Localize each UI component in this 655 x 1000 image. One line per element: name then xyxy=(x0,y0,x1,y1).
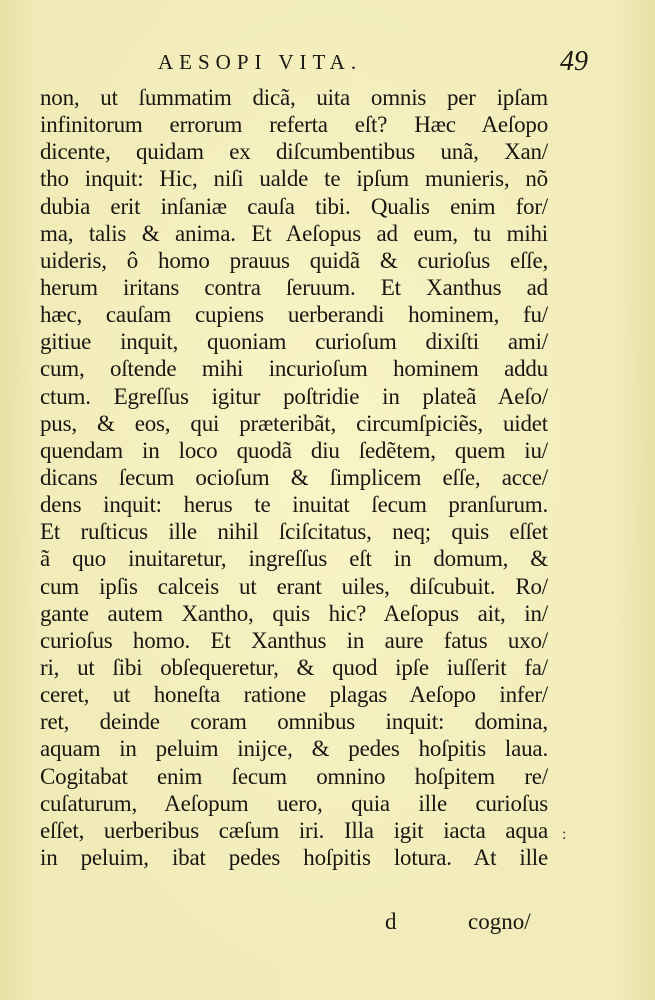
text-line: Et ruſticus ille nihil ſciſcitatus, neq; quis eſſet xyxy=(40,519,548,545)
text-line: infinitorum errorum referta eſt? Hæc Aeſopo xyxy=(40,112,548,138)
text-line: tho inquit: Hic, niſi ualde te ipſum munieris, nõ xyxy=(40,166,548,192)
text-line: ceret, ut honeſta ratione plagas Aeſopo infer/ xyxy=(40,682,548,708)
text-line: curioſus homo. Et Xanthus in aure fatus uxo/ xyxy=(40,627,548,653)
text-line: pus, & eos, qui præteribãt, circumſpiciẽs, uidet xyxy=(40,410,548,436)
text-line: dicente, quidam ex diſcumbentibus unã, Xan/ xyxy=(40,139,548,165)
text-line: ma, talis & anima. Et Aeſopus ad eum, tu mihi xyxy=(40,220,548,246)
page-header xyxy=(158,46,588,80)
text-line: quendam in loco quodã diu ſedẽtem, quem iu/ xyxy=(40,437,548,463)
text-line: ri, ut ſibi obſequeretur, & quod ipſe iuſſerit fa/ xyxy=(40,654,548,680)
text-line: cum, oſtende mihi incurioſum hominem addu xyxy=(40,356,548,382)
text-line: herum iritans contra ſeruum. Et Xanthus ad xyxy=(40,274,548,300)
text-line: gante autem Xantho, quis hic? Aeſopus ait, in/ xyxy=(40,600,548,626)
page-footer xyxy=(0,909,655,939)
text-line: hæc, cauſam cupiens uerberandi hominem, fu/ xyxy=(40,302,548,328)
text-line: aquam in peluim inijce, & pedes hoſpitis laua. xyxy=(40,736,548,762)
text-line: cum ipſis calceis ut erant uiles, diſcubuit. Ro/ xyxy=(40,573,548,599)
text-line: non, ut ſummatim dicã, uita omnis per ipſam xyxy=(40,85,548,110)
text-line: ctum. Egreſſus igitur poſtridie in plateã Aeſo/ xyxy=(40,383,548,409)
running-title: AESOPI VITA. xyxy=(158,50,363,74)
text-line: eſſet, uerberibus cæſum iri. Illa igit iacta aqua xyxy=(40,817,548,843)
text-line: uideris, ô homo prauus quidã & curioſus eſſe, xyxy=(40,247,548,273)
text-line: cuſaturum, Aeſopum uero, quia ille curioſus xyxy=(40,790,548,816)
text-line: gitiue inquit, quoniam curioſum dixiſti ami/ xyxy=(40,329,548,355)
text-line: dens inquit: herus te inuitat ſecum pranſurum. xyxy=(40,492,548,518)
page-number: 49 xyxy=(560,46,588,77)
signature-mark: d xyxy=(385,909,397,934)
catchword: cogno/ xyxy=(468,909,531,934)
margin-mark: : xyxy=(562,826,567,843)
body-text xyxy=(40,84,548,871)
text-line: dubia erit inſaniæ cauſa tibi. Qualis enim for/ xyxy=(40,193,548,219)
text-line: ret, deinde coram omnibus inquit: domina, xyxy=(40,709,548,735)
text-line: ã quo inuitaretur, ingreſſus eſt in domum, & xyxy=(40,546,548,572)
text-line: in peluim, ibat pedes hoſpitis lotura. At ille xyxy=(40,844,548,870)
text-line: Cogitabat enim ſecum omnino hoſpitem re/ xyxy=(40,763,548,789)
text-line: dicans ſecum ocioſum & ſimplicem eſſe, acce/ xyxy=(40,464,548,490)
